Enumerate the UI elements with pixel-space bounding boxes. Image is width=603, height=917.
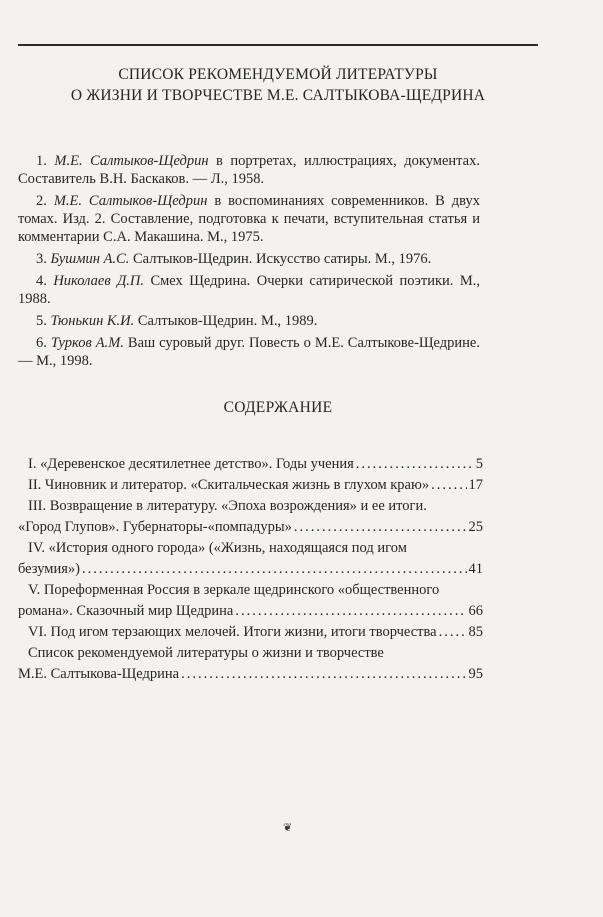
page-number: 5 — [475, 456, 483, 472]
page-number: 85 — [468, 624, 483, 640]
bibliography-item: 6. Турков А.М. Ваш суровый друг. Повесть о М.Е. Салтыкове-Щедрине. — М., 1998. — [18, 335, 480, 369]
bibliography-item: 1. М.Е. Салтыков-Щедрин в портретах, иллюстрациях, документах. Составитель В.Н. Баскаков. — Л., 1958. — [18, 153, 480, 187]
heading-line-2: О ЖИЗНИ И ТВОРЧЕСТВЕ М.Е. САЛТЫКОВА-ЩЕДРИНА — [70, 87, 486, 104]
toc-entry[interactable]: IV. «История одного города» («Жизнь, находящаяся под игом безумия») ..... 41 — [18, 538, 483, 580]
bibliography-item: 3. Бушмин А.С. Салтыков-Щедрин. Искусство сатиры. М., 1976. — [36, 251, 432, 267]
author: М.Е. Салтыков-Щедрин — [54, 153, 209, 169]
bibliography-heading — [18, 64, 538, 106]
heading-line-1: СПИСОК РЕКОМЕНДУЕМОЙ ЛИТЕРАТУРЫ — [118, 66, 438, 83]
dot-leader — [294, 517, 467, 538]
toc-entry[interactable]: I. «Деревенское десятилетнее детство». Годы учения ..... 5 — [18, 454, 483, 475]
dot-leader — [82, 559, 467, 580]
page-number: 95 — [468, 666, 483, 682]
bibliography-item: 4. Николаев Д.П. Смех Щедрина. Очерки сатирической поэтики. М., 1988. — [18, 273, 480, 307]
dot-leader — [431, 475, 466, 496]
page-number: 25 — [468, 519, 483, 535]
dot-leader — [439, 622, 467, 643]
toc-entry[interactable]: Список рекомендуемой литературы о жизни и творчестве М.Е. Салтыкова-Щедрина ..... 95 — [18, 643, 483, 685]
dot-leader — [235, 601, 466, 622]
contents-title: СОДЕРЖАНИЕ — [223, 399, 333, 416]
toc-entry[interactable]: V. Пореформенная Россия в зеркале щедринского «общественного романа». Сказочный мир Щедрина ..... 66 — [18, 580, 483, 622]
bibliography-item: 2. М.Е. Салтыков-Щедрин в воспоминаниях современников. В двух томах. Изд. 2. Составление, подготовка к печати, вступительная статья и комментарии С.А. Макашина. М., 1975. — [18, 193, 481, 245]
page-number: 17 — [468, 477, 483, 493]
bibliography-item: 5. Тюнькин К.И. Салтыков-Щедрин. М., 1989. — [36, 313, 318, 329]
page-number: 66 — [468, 603, 483, 619]
ornament-icon: ❦ — [283, 822, 293, 834]
page-number: 41 — [468, 561, 483, 577]
dot-leader — [181, 664, 466, 685]
toc-entry[interactable]: III. Возвращение в литературу. «Эпоха возрождения» и ее итоги. «Город Глупов». Губернаторы-«помпадуры» ..... 25 — [18, 496, 483, 538]
toc-entry[interactable]: II. Чиновник и литератор. «Скитальческая жизнь в глухом краю» ..... 17 — [18, 475, 483, 496]
bibliography-list — [18, 152, 480, 374]
table-of-contents — [18, 454, 483, 685]
author: Николаев Д.П. — [53, 273, 145, 289]
top-rule — [18, 44, 538, 46]
author: Тюнькин К.И. — [50, 313, 135, 329]
author: Бушмин А.С. — [50, 251, 130, 267]
author: М.Е. Салтыков-Щедрин — [53, 193, 208, 209]
author: Турков А.М. — [50, 335, 124, 351]
toc-entry[interactable]: VI. Под игом терзающих мелочей. Итоги жизни, итоги творчества ..... 85 — [18, 622, 483, 643]
dot-leader — [356, 454, 474, 475]
